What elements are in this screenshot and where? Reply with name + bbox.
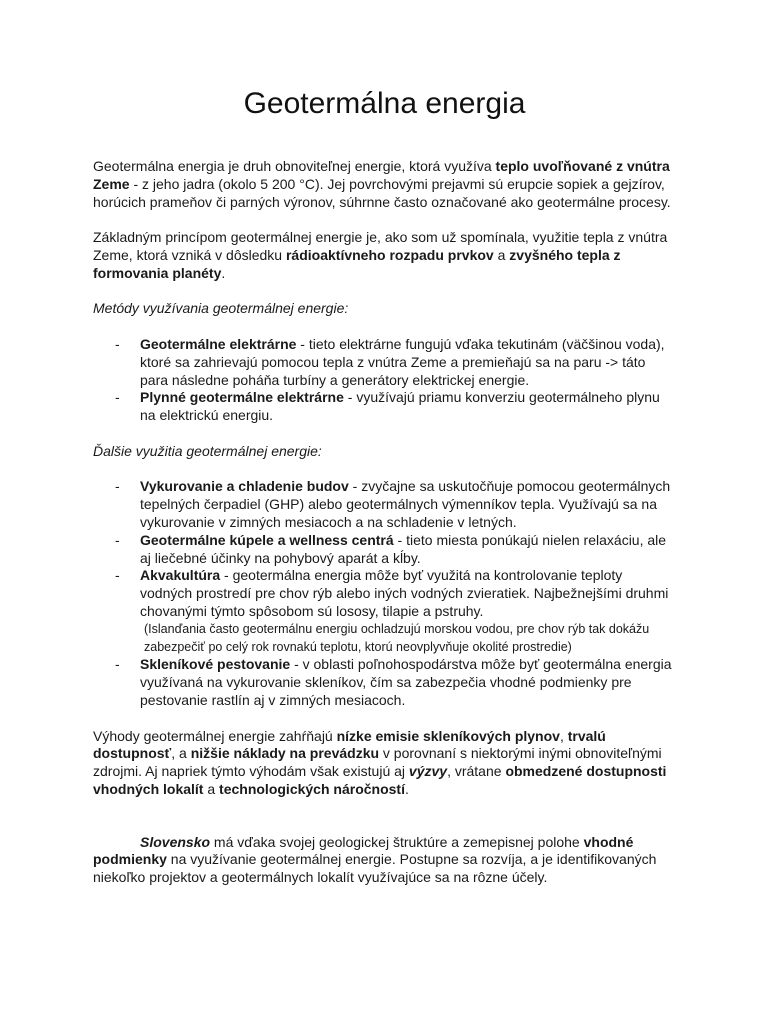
- advantages-bold: nízke emisie skleníkových plynov: [336, 727, 560, 744]
- item-term: Geotermálne elektrárne: [140, 335, 297, 352]
- uses-heading: Ďalšie využitia geotermálnej energie:: [93, 442, 322, 459]
- methods-heading: Metódy využívania geotermálnej energie:: [93, 300, 349, 317]
- advantages-text: , vrátane: [447, 763, 506, 780]
- slovakia-paragraph: [93, 834, 676, 887]
- item-text: - v oblasti poľnohospodárstva môže byť geotermálna energia využívaná na vykurovanie skleníkov, čím sa zabezpečia vhodné podmienky pre pestovanie rastlín aj v zimných mesiacoch.: [140, 656, 672, 708]
- principle-paragraph: [93, 229, 676, 282]
- advantages-text: .: [404, 780, 409, 797]
- principle-text-1: Základným princípom geotermálnej energie je, ako som už spomínala, využitie tepla z vnútra Zeme, ktorá vzniká v dôsledku: [93, 229, 668, 263]
- list-item: [93, 336, 676, 389]
- principle-bold-1: rádioaktívneho rozpadu prvkov: [285, 246, 494, 263]
- advantages-text: Výhody geotermálnej energie zahŕňajú: [93, 727, 337, 744]
- uses-list: [93, 478, 676, 709]
- advantages-paragraph: [93, 728, 676, 799]
- item-text: - tieto miesta ponúkajú nielen relaxáciu, ale aj liečebné účinky na pohybový aparát a kĺby.: [140, 531, 667, 566]
- slovakia-bold-italic: Slovensko: [140, 833, 211, 850]
- bullet-dash: -: [115, 656, 120, 673]
- bullet-dash: -: [115, 567, 120, 584]
- intro-bold-1: teplo uvoľňované z vnútra Zeme: [93, 158, 670, 192]
- advantages-text: , a: [171, 745, 191, 762]
- principle-text-2: a: [493, 246, 510, 263]
- principle-text-3: .: [221, 264, 226, 281]
- item-term: Skleníkové pestovanie: [140, 656, 291, 673]
- list-item: [93, 389, 676, 425]
- intro-text-1: Geotermálna energia je druh obnoviteľnej energie, ktorá využíva: [93, 158, 496, 174]
- advantages-bold: obmedzené dostupnosti vhodných lokalít: [93, 763, 667, 797]
- item-term: Geotermálne kúpele a wellness centrá: [140, 531, 394, 548]
- bullet-dash: -: [115, 531, 120, 548]
- item-note: (Islanďania často geotermálnu energiu ochladzujú morskou vodou, pre chov rýb tak dokážu zabezpečiť po celý rok rovnakú teplotu, ktorú neovplyvňuje okolité prostredie): [144, 621, 650, 654]
- bullet-dash: -: [115, 389, 120, 406]
- bullet-dash: -: [115, 478, 120, 495]
- list-item: [93, 656, 676, 709]
- item-term: Akvakultúra: [140, 567, 221, 584]
- advantages-bold: trvalú dostupnosť: [93, 727, 606, 762]
- slovakia-text: má vďaka svojej geologickej štruktúre a zemepisnej polohe: [210, 833, 584, 850]
- list-item: [93, 532, 676, 568]
- slovakia-bold: vhodné podmienky: [93, 833, 634, 868]
- principle-bold-2: zvyšného tepla z formovania planéty: [93, 246, 621, 281]
- advantages-bold: nižšie náklady na prevádzku: [190, 745, 380, 762]
- advantages-text: a: [203, 780, 220, 797]
- item-text: - využívajú priamu konverziu geotermálneho plynu na elektrickú energiu.: [140, 389, 660, 424]
- advantages-text: v porovnaní s niektorými inými obnoviteľnými zdrojmi. Aj napriek týmto výhodám však existujú aj: [93, 745, 662, 780]
- item-term: Vykurovanie a chladenie budov: [140, 478, 349, 495]
- bullet-dash: -: [115, 335, 120, 352]
- intro-paragraph: [93, 158, 676, 211]
- methods-list: [93, 336, 676, 425]
- intro-text-2: - z jeho jadra (okolo 5 200 °C). Jej povrchovými prejavmi sú erupcie sopiek a gejzírov, horúcich prameňov či parných výronov, súhrnne často označované ako geotermálne procesy.: [93, 175, 671, 210]
- list-item: [93, 478, 676, 531]
- item-text: - zvyčajne sa uskutočňuje pomocou geotermálnych tepelných čerpadiel (GHP) alebo geotermálnych výmenníkov tepla. Využívajú sa na vykurovanie v zimných mesiacoch a na schladenie v letných.: [140, 478, 671, 530]
- item-term: Plynné geotermálne elektrárne: [140, 389, 344, 406]
- advantages-bold: technologických náročností: [219, 780, 405, 797]
- advantages-bold-italic: výzvy: [408, 763, 448, 780]
- document-title: Geotermálna energia: [243, 87, 526, 120]
- item-text: - tieto elektrárne fungujú vďaka tekutinám (väčšinou voda), ktoré sa zahrievajú pomocou tepla z vnútra Zeme a premieňajú sa na paru -> táto para následne poháňa turbíny a generátory elektrickej energie.: [140, 335, 665, 388]
- list-item: [93, 567, 676, 656]
- item-text: - geotermálna energia môže byť využitá na kontrolovanie teploty vodných prostredí pre chov rýb alebo iných vodných zvieratiek. Najbežnejšími druhmi chovanými týmto spôsobom sú lososy, tilapie a pstruhy.: [140, 567, 669, 619]
- slovakia-text: na využívanie geotermálnej energie. Postupne sa rozvíja, a je identifikovaných niekoľko projektov a geotermálnych lokalít využívajúce sa na rôzne účely.: [93, 851, 657, 886]
- advantages-text: ,: [559, 727, 568, 744]
